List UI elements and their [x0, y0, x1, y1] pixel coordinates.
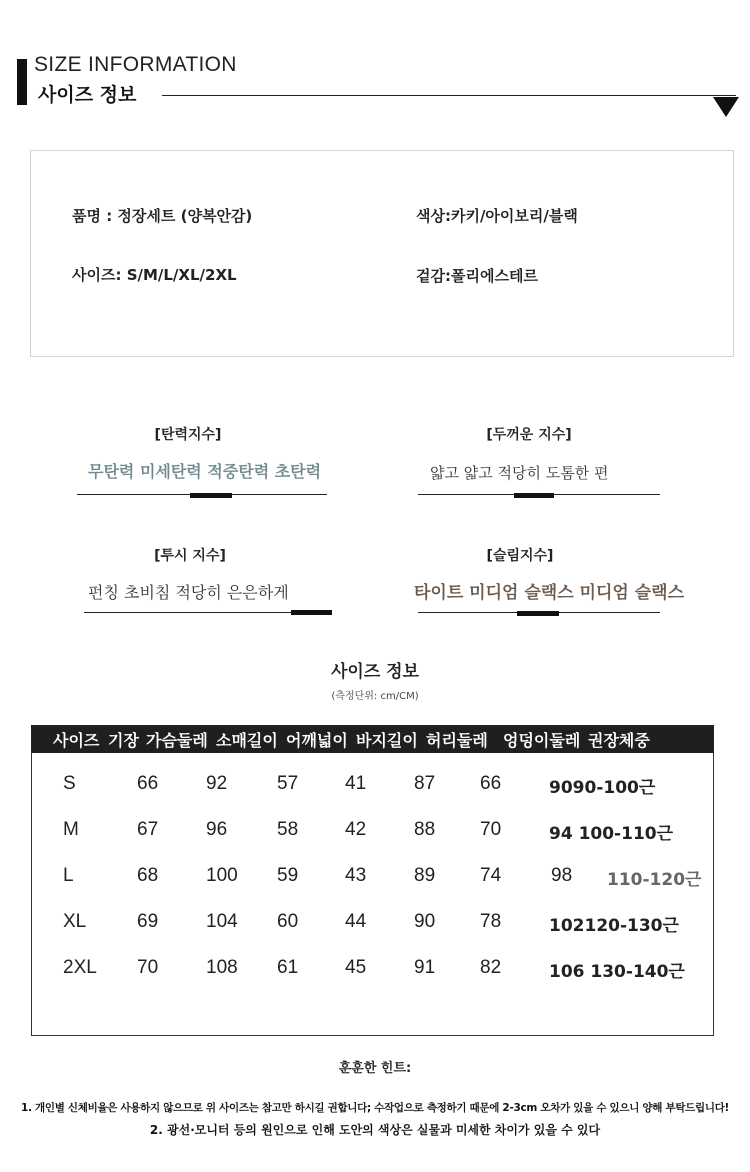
table-cell: 66 — [480, 773, 502, 794]
table-cell-weight: 110-120근 — [607, 870, 702, 890]
table-cell: 66 — [137, 773, 159, 794]
table-cell: 91 — [414, 957, 436, 978]
table-cell: 57 — [277, 773, 299, 794]
product-name: 품명 : 정장세트 (양복안감) — [72, 207, 253, 225]
size-section-title: 사이즈 정보 — [330, 662, 420, 682]
table-cell: 108 — [206, 957, 238, 978]
table-cell: 104 — [206, 911, 238, 932]
header-weight: 권장체중 — [588, 731, 650, 750]
header-pants-length: 바지길이 — [356, 731, 418, 750]
header-divider — [162, 95, 736, 96]
thickness-marker — [514, 493, 554, 498]
product-color: 색상:카키/아이보리/블랙 — [416, 207, 578, 225]
table-cell-weight: 102120-130근 — [549, 916, 679, 936]
elasticity-title: [탄력지수] — [154, 427, 222, 443]
thickness-options: 얇고 얇고 적당히 도톰한 편 — [430, 464, 609, 482]
table-cell: 68 — [137, 865, 159, 886]
table-cell: 61 — [277, 957, 299, 978]
table-cell: 70 — [137, 957, 159, 978]
table-cell-weight: 9090-100근 — [549, 778, 656, 798]
table-cell: 88 — [414, 819, 436, 840]
table-cell-size: M — [63, 819, 79, 840]
table-cell: 60 — [277, 911, 299, 932]
header-title-en: SIZE INFORMATION — [34, 53, 237, 76]
table-cell-size: XL — [63, 911, 87, 932]
table-cell: 44 — [345, 911, 367, 932]
table-cell: 87 — [414, 773, 436, 794]
table-cell: 58 — [277, 819, 299, 840]
hint-title: 훈훈한 힌트: — [338, 1061, 412, 1076]
table-cell-weight: 94 100-110근 — [549, 824, 674, 844]
slim-title: [슬림지수] — [486, 548, 554, 564]
table-cell: 67 — [137, 819, 159, 840]
slim-marker — [517, 611, 559, 616]
table-cell: 96 — [206, 819, 228, 840]
table-cell: 59 — [277, 865, 299, 886]
sheerness-options: 펀칭 초비침 적당히 은은하게 — [88, 583, 289, 602]
sheerness-marker — [291, 610, 332, 615]
header-sleeve: 소매길이 — [216, 731, 278, 750]
table-cell: 43 — [345, 865, 367, 886]
table-cell: 45 — [345, 957, 367, 978]
elasticity-marker — [190, 493, 232, 498]
table-cell: 90 — [414, 911, 436, 932]
slim-options: 타이트 미디엄 슬랙스 미디엄 슬랙스 — [414, 583, 685, 603]
thickness-title: [두꺼운 지수] — [486, 427, 572, 443]
product-material: 겉감:폴리에스테르 — [416, 267, 538, 285]
triangle-down-icon — [713, 97, 739, 117]
header-title-ko: 사이즈 정보 — [38, 84, 137, 106]
header-waist: 허리둘레 — [426, 731, 488, 750]
hint-note-2: 2. 광선·모니터 등의 원인으로 인해 도안의 색상은 실물과 미세한 차이가 있을 수 있다 — [149, 1123, 601, 1137]
table-cell-size: S — [63, 773, 76, 794]
header-hip: 엉덩이둘레 — [503, 731, 581, 750]
table-cell: 70 — [480, 819, 502, 840]
header-shoulder: 어깨넓이 — [286, 731, 348, 750]
table-cell-size: L — [63, 865, 74, 886]
header-size: 사이즈 — [53, 731, 100, 750]
sheerness-title: [투시 지수] — [154, 548, 226, 564]
size-section-unit: (측정단위: cm/CM) — [331, 691, 419, 702]
table-cell-size: 2XL — [63, 957, 97, 978]
table-cell: 69 — [137, 911, 159, 932]
hint-note-1: 1. 개인별 신체비율은 사용하지 않으므로 위 사이즈는 참고만 하시길 권합니다; 수작업으로 측정하기 때문에 2-3cm 오차가 있을 수 있으니 양해 부탁드립니다! — [20, 1102, 730, 1114]
table-cell: 78 — [480, 911, 502, 932]
table-cell: 41 — [345, 773, 367, 794]
product-info-box — [30, 150, 734, 357]
header-accent-bar — [17, 59, 27, 105]
table-cell: 92 — [206, 773, 228, 794]
table-cell: 89 — [414, 865, 436, 886]
header-chest: 가슴둘레 — [146, 731, 208, 750]
table-cell: 74 — [480, 865, 502, 886]
table-cell: 100 — [206, 865, 238, 886]
product-sizes: 사이즈: S/M/L/XL/2XL — [72, 266, 237, 284]
table-cell: 42 — [345, 819, 367, 840]
table-cell-hip: 98 — [551, 865, 573, 886]
elasticity-options: 무탄력 미세탄력 적중탄력 초탄력 — [88, 462, 322, 481]
table-cell: 82 — [480, 957, 502, 978]
table-cell-weight: 106 130-140근 — [549, 962, 685, 982]
header-length: 기장 — [108, 731, 139, 750]
